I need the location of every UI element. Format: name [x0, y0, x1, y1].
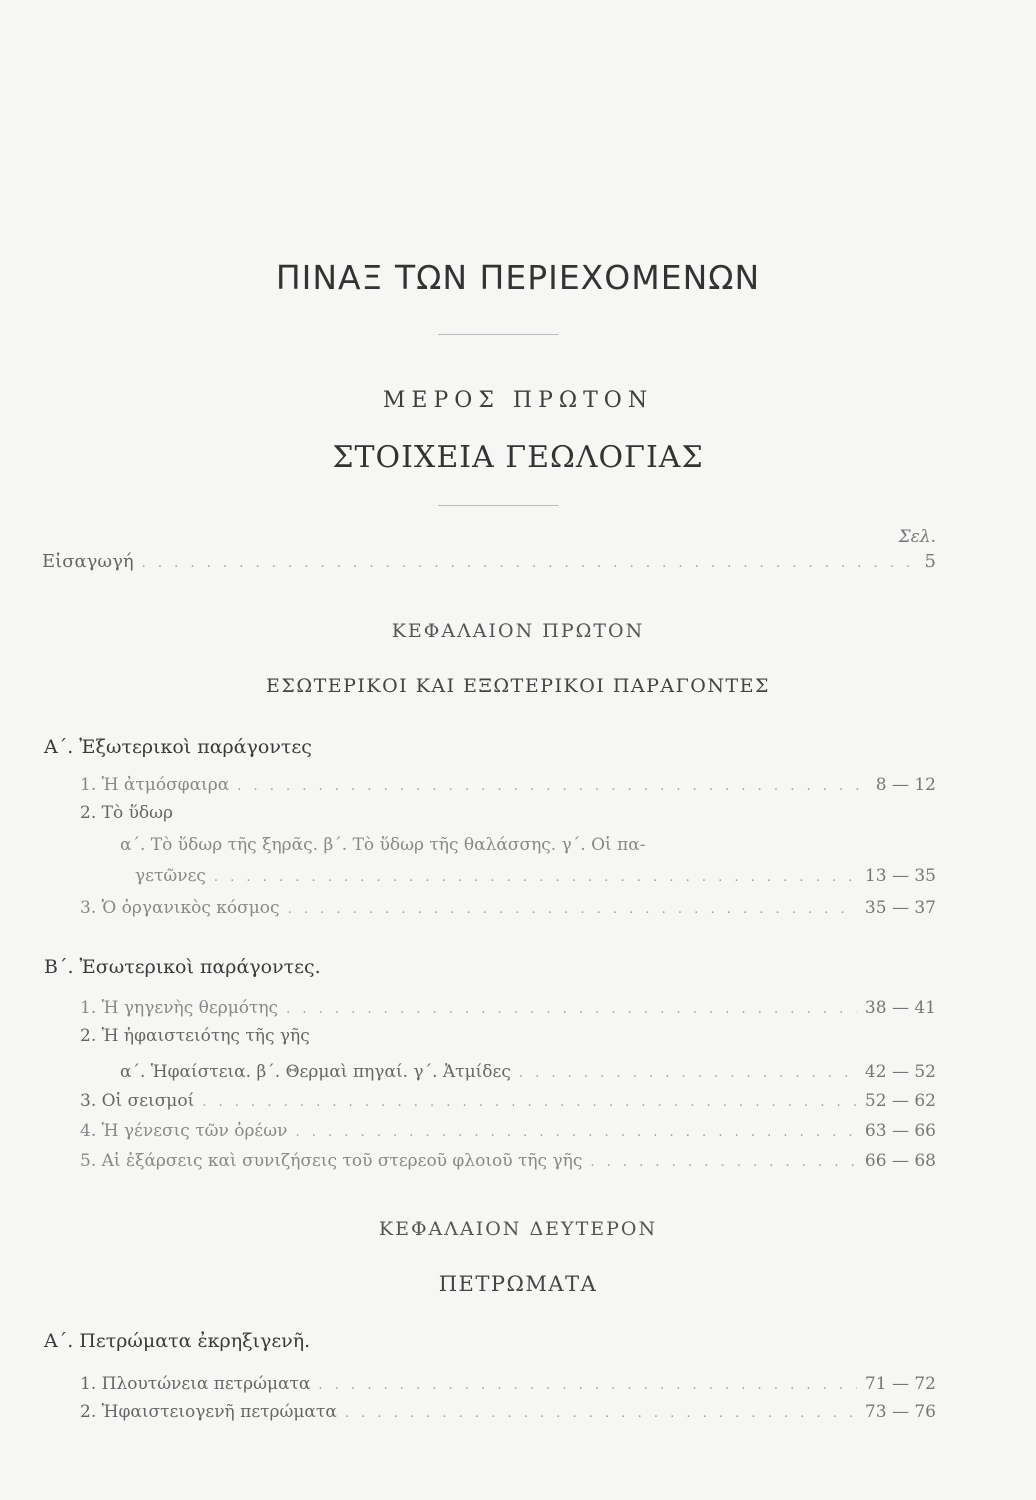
leader-dots [214, 870, 857, 885]
page-column-header: Σελ. [898, 527, 936, 547]
toc-subentry[interactable]: α΄. Τὸ ὕδωρ τῆς ξηρᾶς. β΄. Τὸ ὕδωρ τῆς θαλάσσης. γ΄. Οἱ πα- [120, 835, 646, 855]
toc-entry[interactable] [120, 1062, 936, 1082]
section-heading: Β΄. Ἐσωτερικοὶ παράγοντες. [44, 956, 321, 978]
entry-text: 2. Ἡφαιστειογενῆ πετρώματα [80, 1402, 337, 1422]
toc-entry[interactable] [135, 866, 936, 886]
toc-entry[interactable] [80, 998, 936, 1018]
entry-pages: 5 [924, 551, 936, 572]
toc-entry-intro[interactable] [42, 551, 936, 572]
entry-pages: 71 — 72 [864, 1374, 936, 1394]
entry-text: Εἰσαγωγή [42, 551, 134, 572]
chapter-label: ΚΕΦΑΛΑΙΟΝ ΔΕΥΤΕΡΟΝ [378, 1218, 658, 1240]
chapter-title: ΕΣΩΤΕΡΙΚΟΙ ΚΑΙ ΕΞΩΤΕΡΙΚΟΙ ΠΑΡΑΓΟΝΤΕΣ [266, 675, 770, 697]
entry-text: 3. Οἱ σεισμοί [80, 1091, 195, 1111]
divider [438, 505, 558, 506]
entry-pages: 63 — 66 [864, 1121, 936, 1141]
entry-pages: 35 — 37 [864, 898, 936, 918]
leader-dots [519, 1066, 857, 1081]
toc-entry[interactable] [80, 775, 936, 795]
leader-dots [295, 1125, 856, 1140]
leader-dots [318, 1378, 857, 1393]
chapter-label: ΚΕΦΑΛΑΙΟΝ ΠΡΩΤΟΝ [391, 620, 645, 642]
toc-entry[interactable] [80, 1374, 936, 1394]
chapter-title: ΠΕΤΡΩΜΑΤΑ [438, 1272, 598, 1296]
leader-dots [345, 1406, 857, 1421]
entry-pages: 66 — 68 [864, 1151, 936, 1171]
entry-pages: 42 — 52 [864, 1062, 936, 1082]
entry-text: γετῶνες [135, 866, 206, 886]
leader-dots [286, 1002, 857, 1017]
toc-entry[interactable]: 2. Τὸ ὕδωρ [80, 803, 174, 823]
entry-text: 1. Πλουτώνεια πετρώματα [80, 1374, 311, 1394]
entry-pages: 13 — 35 [864, 866, 936, 886]
toc-entry[interactable]: 2. Ἡ ἡφαιστειότης τῆς γῆς [80, 1026, 310, 1046]
leader-dots [202, 1095, 857, 1110]
toc-entry[interactable] [80, 1091, 936, 1111]
toc-entry[interactable] [80, 1151, 936, 1171]
leader-dots [590, 1155, 857, 1170]
leader-dots [142, 556, 917, 571]
entry-pages: 73 — 76 [864, 1402, 936, 1422]
entry-pages: 38 — 41 [864, 998, 936, 1018]
toc-entry[interactable] [80, 1402, 936, 1422]
entry-text: α΄. Ἡφαίστεια. β΄. Θερμαὶ πηγαί. γ΄. Ἀτμίδες [120, 1062, 511, 1082]
part-label: ΜΕΡΟΣ ΠΡΩΤΟΝ [382, 388, 654, 413]
divider [438, 334, 558, 335]
entry-text: 5. Αἱ ἐξάρσεις καὶ συνιζήσεις τοῦ στερεοῦ φλοιοῦ τῆς γῆς [80, 1151, 583, 1171]
part-title: ΣΤΟΙΧΕΙΑ ΓΕΩΛΟΓΙΑΣ [332, 440, 704, 475]
toc-entry[interactable] [80, 898, 936, 918]
leader-dots [288, 902, 857, 917]
entry-pages: 8 — 12 [875, 775, 936, 795]
toc-entry[interactable] [80, 1121, 936, 1141]
entry-pages: 52 — 62 [864, 1091, 936, 1111]
entry-text: 1. Ἡ ἀτμόσφαιρα [80, 775, 230, 795]
section-heading: Α΄. Ἐξωτερικοὶ παράγοντες [44, 736, 312, 758]
entry-text: 4. Ἡ γένεσις τῶν ὀρέων [80, 1121, 288, 1141]
section-heading: Α΄. Πετρώματα ἐκρηξιγενῆ. [44, 1330, 311, 1352]
entry-text: 3. Ὁ ὀργανικὸς κόσμος [80, 898, 280, 918]
entry-text: 1. Ἡ γηγενὴς θερμότης [80, 998, 279, 1018]
leader-dots [237, 779, 868, 794]
page-title: ΠΙΝΑΞ ΤΩΝ ΠΕΡΙΕΧΟΜΕΝΩΝ [275, 258, 761, 297]
